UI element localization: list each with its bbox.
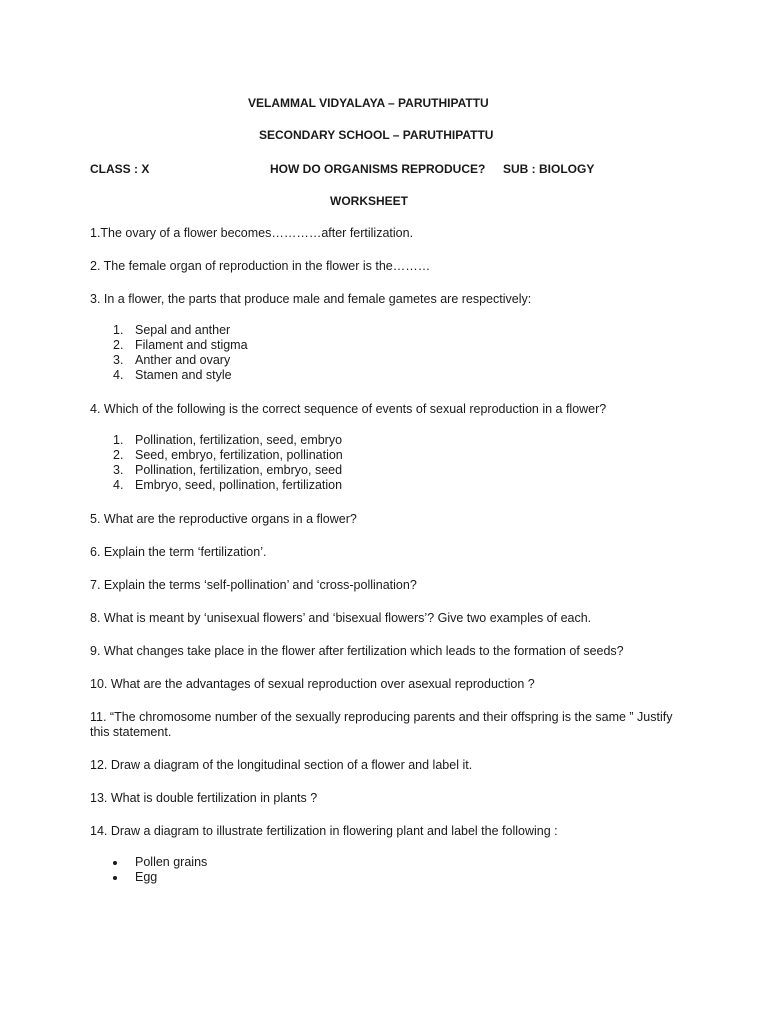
bullet-icon xyxy=(113,876,117,880)
bullet-text: Pollen grains xyxy=(135,855,208,869)
chapter-title: HOW DO ORGANISMS REPRODUCE? xyxy=(270,162,486,176)
question-6: 6. Explain the term ‘fertilization’. xyxy=(90,545,267,559)
option-text: Filament and stigma xyxy=(135,338,248,352)
question-7: 7. Explain the terms ‘self-pollination’ and ‘cross-pollination? xyxy=(90,578,417,592)
question-14: 14. Draw a diagram to illustrate fertilization in flowering plant and label the following : xyxy=(90,824,558,838)
school-section: SECONDARY SCHOOL – PARUTHIPATTU xyxy=(259,128,494,142)
option-number: 2. xyxy=(113,338,124,352)
school-name: VELAMMAL VIDYALAYA – PARUTHIPATTU xyxy=(248,96,489,110)
option-number: 2. xyxy=(113,448,124,462)
option-text: Pollination, fertilization, seed, embryo xyxy=(135,433,343,447)
question-2: 2. The female organ of reproduction in the flower is the……… xyxy=(90,259,431,273)
question-12: 12. Draw a diagram of the longitudinal section of a flower and label it. xyxy=(90,758,473,772)
option-text: Embryo, seed, pollination, fertilization xyxy=(135,478,343,492)
question-3: 3. In a flower, the parts that produce male and female gametes are respectively: xyxy=(90,292,532,306)
question-9: 9. What changes take place in the flower after fertilization which leads to the formation of seeds? xyxy=(90,644,624,658)
question-4: 4. Which of the following is the correct sequence of events of sexual reproduction in a flower? xyxy=(90,402,607,416)
option-number: 4. xyxy=(113,368,124,382)
worksheet-title: WORKSHEET xyxy=(330,194,408,208)
option-text: Seed, embryo, fertilization, pollination xyxy=(135,448,343,462)
subject-label: SUB : BIOLOGY xyxy=(503,162,595,176)
option-number: 1. xyxy=(113,323,124,337)
option-text: Stamen and style xyxy=(135,368,232,382)
option-number: 3. xyxy=(113,463,124,477)
option-number: 1. xyxy=(113,433,124,447)
option-text: Sepal and anther xyxy=(135,323,231,337)
class-label: CLASS : X xyxy=(90,162,150,176)
option-number: 4. xyxy=(113,478,124,492)
question-10: 10. What are the advantages of sexual reproduction over asexual reproduction ? xyxy=(90,677,535,691)
option-number: 3. xyxy=(113,353,124,367)
question-13: 13. What is double fertilization in plants ? xyxy=(90,791,318,805)
question-11: 11. “The chromosome number of the sexually reproducing parents and their offspring is the same ” Justify this statement. xyxy=(90,710,673,739)
bullet-text: Egg xyxy=(135,870,158,884)
bullet-icon xyxy=(113,861,117,865)
option-text: Pollination, fertilization, embryo, seed xyxy=(135,463,343,477)
question-5: 5. What are the reproductive organs in a flower? xyxy=(90,512,357,526)
option-text: Anther and ovary xyxy=(135,353,231,367)
question-8: 8. What is meant by ‘unisexual flowers’ and ‘bisexual flowers’? Give two examples of each. xyxy=(90,611,592,625)
question-1: 1.The ovary of a flower becomes…………after fertilization. xyxy=(90,226,414,240)
